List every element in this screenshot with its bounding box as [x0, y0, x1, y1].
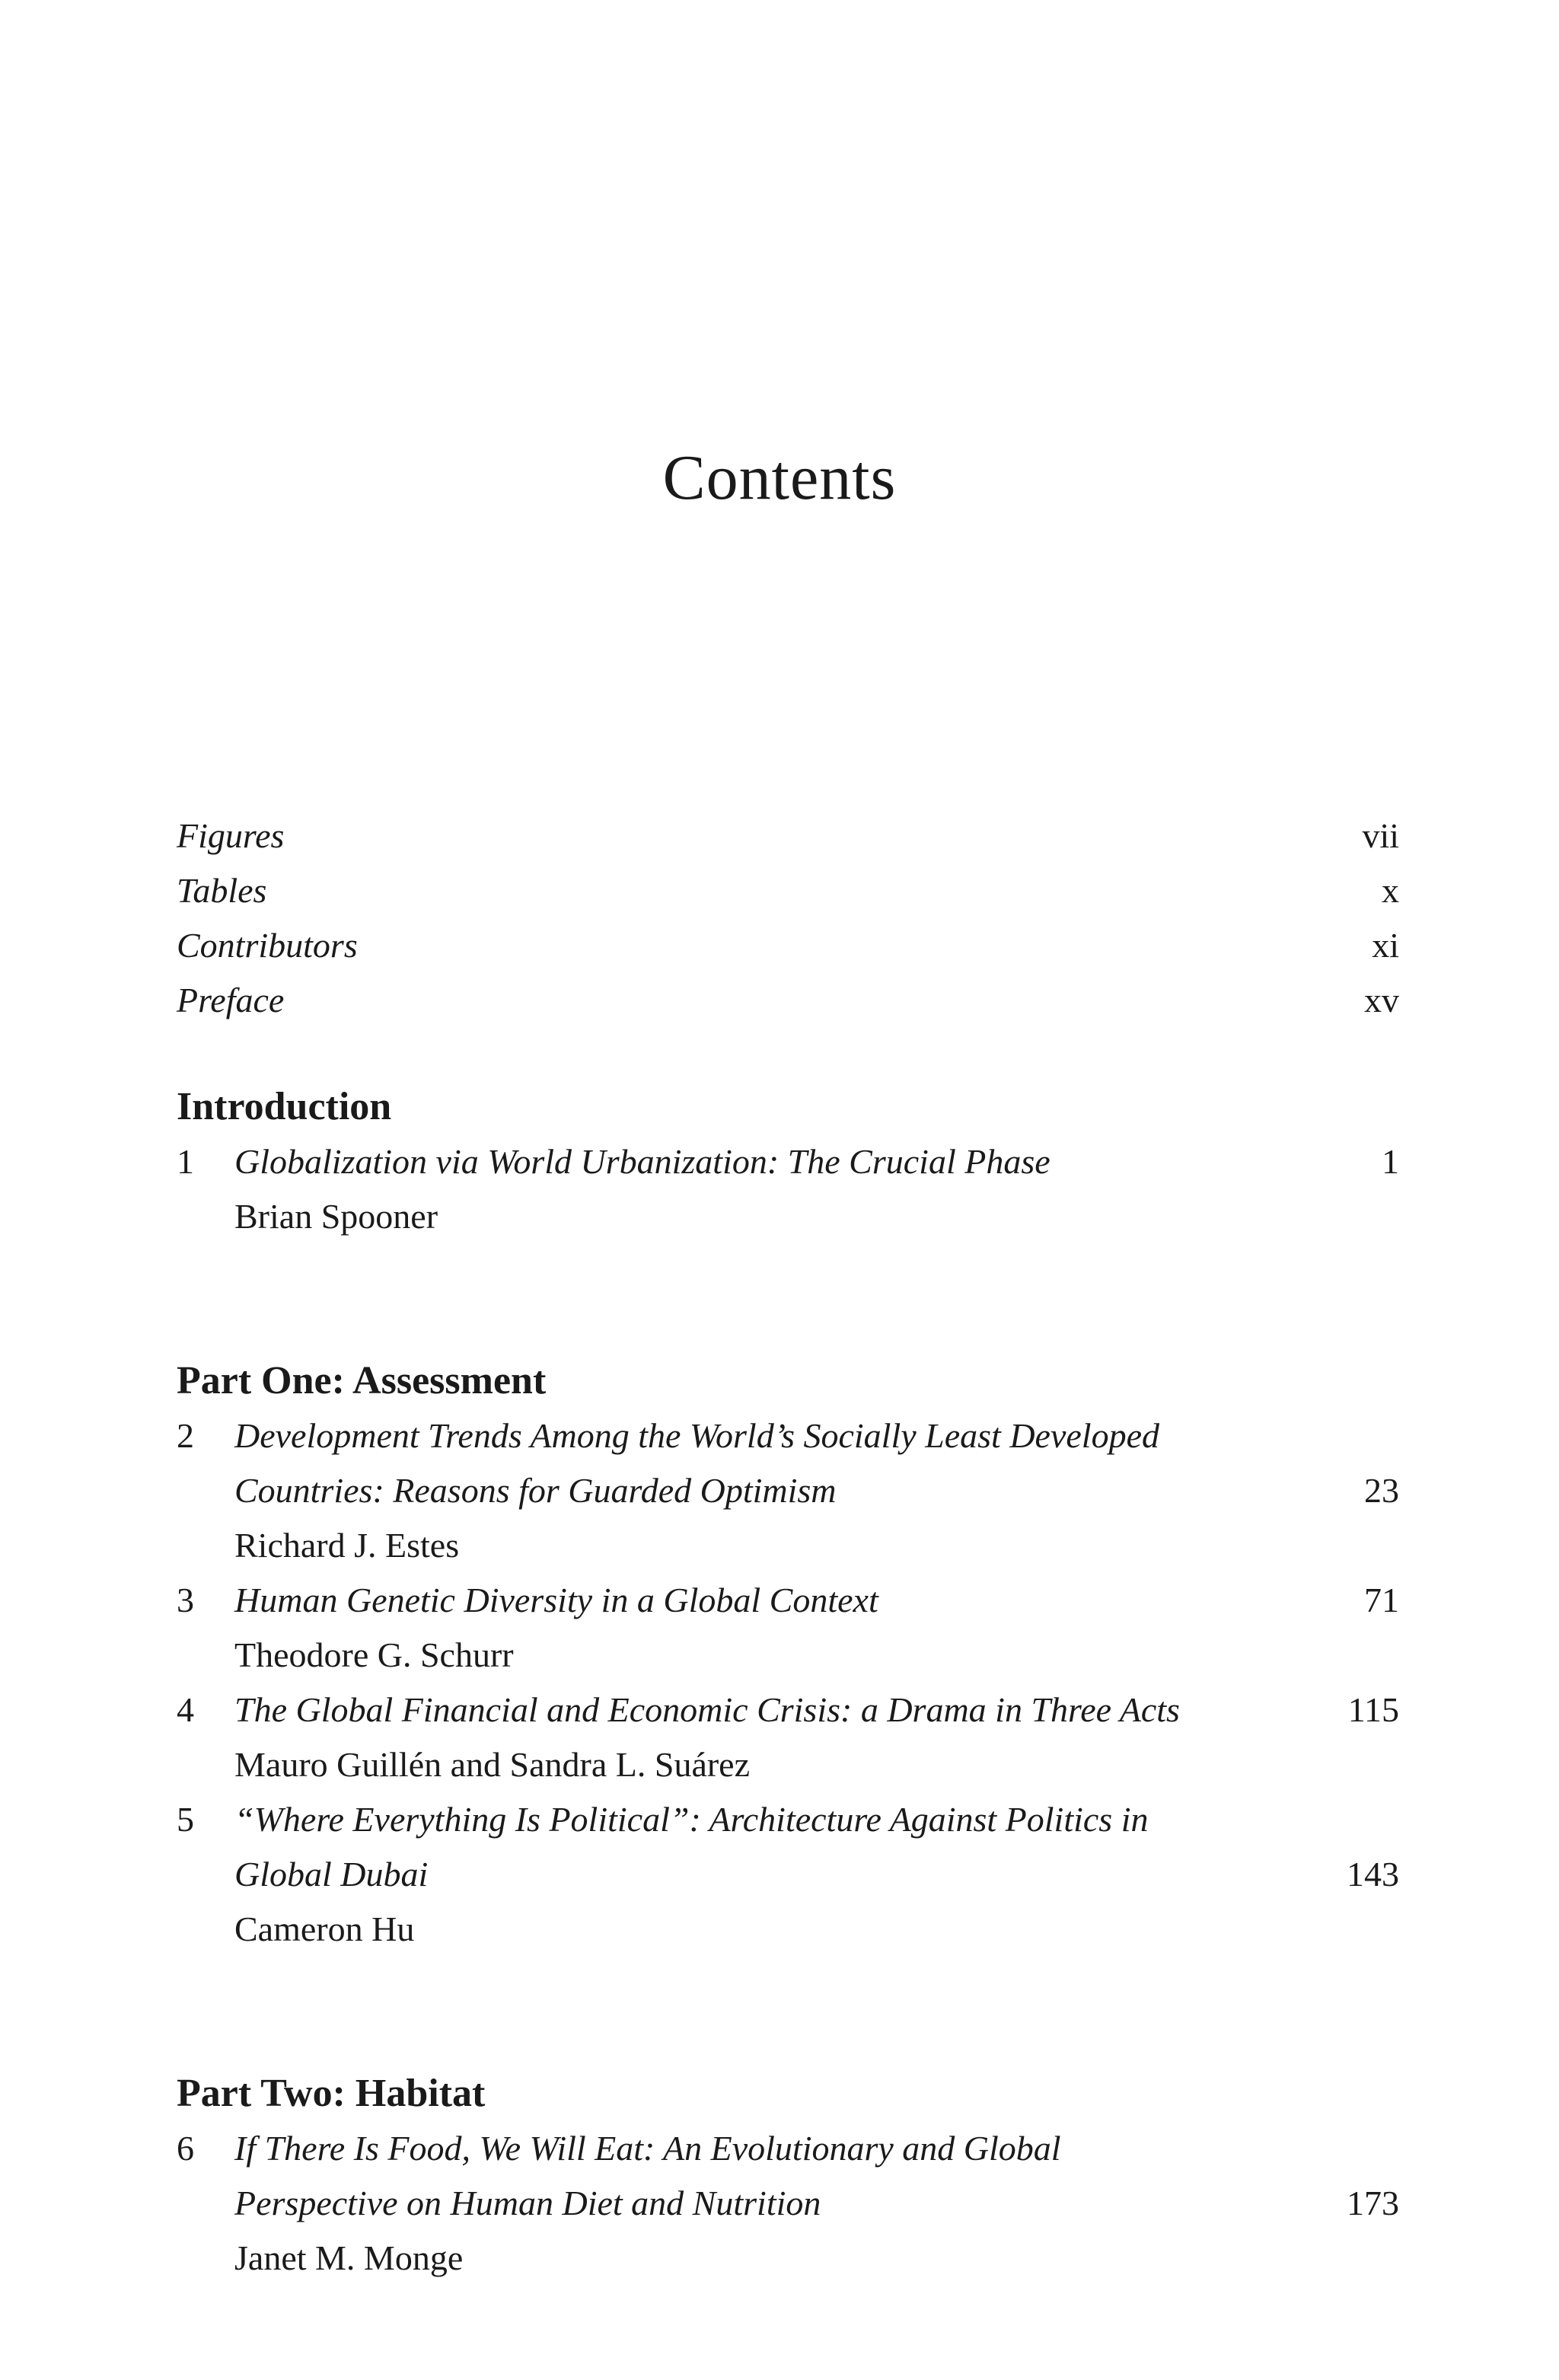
chapter-title-line-2: Global Dubai: [234, 1855, 429, 1893]
chapter-title-line-1: Development Trends Among the World’s Socially Least Developed: [234, 1416, 1160, 1455]
entry-label: Contributors: [177, 926, 358, 965]
toc-entry-chapter-1[interactable]: [177, 1134, 1399, 1189]
toc-entry-chapter-5-continued[interactable]: [177, 1847, 1399, 1902]
entry-page-number: xi: [1372, 926, 1399, 965]
toc-entry-chapter-6-continued[interactable]: [177, 2176, 1399, 2231]
entry-label: Preface: [177, 981, 285, 1019]
toc-entry-chapter-3[interactable]: [177, 1573, 1399, 1628]
chapter-author: Janet M. Monge: [234, 2238, 464, 2277]
toc-entry-chapter-5[interactable]: [177, 1792, 1399, 1847]
entry-page-number: 1: [1382, 1142, 1399, 1181]
entry-page-number: 143: [1347, 1855, 1399, 1893]
toc-entry-contributors[interactable]: [177, 918, 1399, 973]
chapter-author: Cameron Hu: [234, 1909, 415, 1948]
chapter-title: The Global Financial and Economic Crisis: a Drama in Three Acts: [234, 1690, 1180, 1729]
toc-entry-tables[interactable]: [177, 863, 1399, 918]
entry-page-number: 71: [1364, 1581, 1399, 1619]
chapter-number: 1: [177, 1142, 194, 1181]
chapter-number: 2: [177, 1416, 194, 1455]
section-heading-part-one: Part One: Assessment: [177, 1359, 547, 1402]
chapter-title: Human Genetic Diversity in a Global Context: [234, 1581, 878, 1619]
toc-entry-figures[interactable]: [177, 809, 1399, 863]
chapter-title-line-2: Perspective on Human Diet and Nutrition: [234, 2184, 821, 2222]
chapter-author-row: [177, 1189, 1399, 1244]
chapter-author: Mauro Guillén and Sandra L. Suárez: [234, 1745, 751, 1784]
toc-entry-chapter-4[interactable]: [177, 1683, 1399, 1737]
chapter-author-row: [177, 1737, 1399, 1792]
entry-page-number: 23: [1364, 1471, 1399, 1510]
entry-label: Figures: [177, 816, 285, 855]
chapter-number: 6: [177, 2129, 194, 2168]
entry-page-number: 115: [1347, 1690, 1399, 1729]
toc-entry-preface[interactable]: [177, 973, 1399, 1028]
chapter-title-line-2: Countries: Reasons for Guarded Optimism: [234, 1471, 837, 1510]
entry-page-number: x: [1382, 871, 1399, 910]
chapter-title: Globalization via World Urbanization: The Crucial Phase: [234, 1142, 1050, 1181]
entry-label: Tables: [177, 871, 267, 910]
page-title: Contents: [662, 442, 897, 514]
chapter-number: 4: [177, 1690, 194, 1729]
chapter-author-row: [177, 1902, 1399, 1957]
chapter-author: Brian Spooner: [234, 1197, 438, 1236]
entry-page-number: xv: [1364, 981, 1399, 1019]
chapter-author-row: [177, 1518, 1399, 1573]
toc-entry-chapter-2[interactable]: [177, 1409, 1399, 1463]
toc-entry-chapter-6[interactable]: [177, 2121, 1399, 2176]
entry-page-number: 173: [1347, 2184, 1399, 2222]
section-heading-introduction: Introduction: [177, 1085, 392, 1128]
chapter-number: 3: [177, 1581, 194, 1619]
table-of-contents: [177, 809, 1399, 2286]
entry-page-number: vii: [1362, 816, 1399, 855]
chapter-author: Richard J. Estes: [234, 1526, 460, 1565]
section-heading-part-two: Part Two: Habitat: [177, 2072, 486, 2115]
chapter-author: Theodore G. Schurr: [234, 1635, 514, 1674]
chapter-number: 5: [177, 1800, 194, 1839]
chapter-title-line-1: If There Is Food, We Will Eat: An Evolutionary and Global: [234, 2129, 1061, 2168]
chapter-author-row: [177, 1628, 1399, 1683]
chapter-author-row: [177, 2231, 1399, 2286]
toc-entry-chapter-2-continued[interactable]: [177, 1463, 1399, 1518]
chapter-title-line-1: “Where Everything Is Political”: Architecture Against Politics in: [234, 1800, 1149, 1839]
